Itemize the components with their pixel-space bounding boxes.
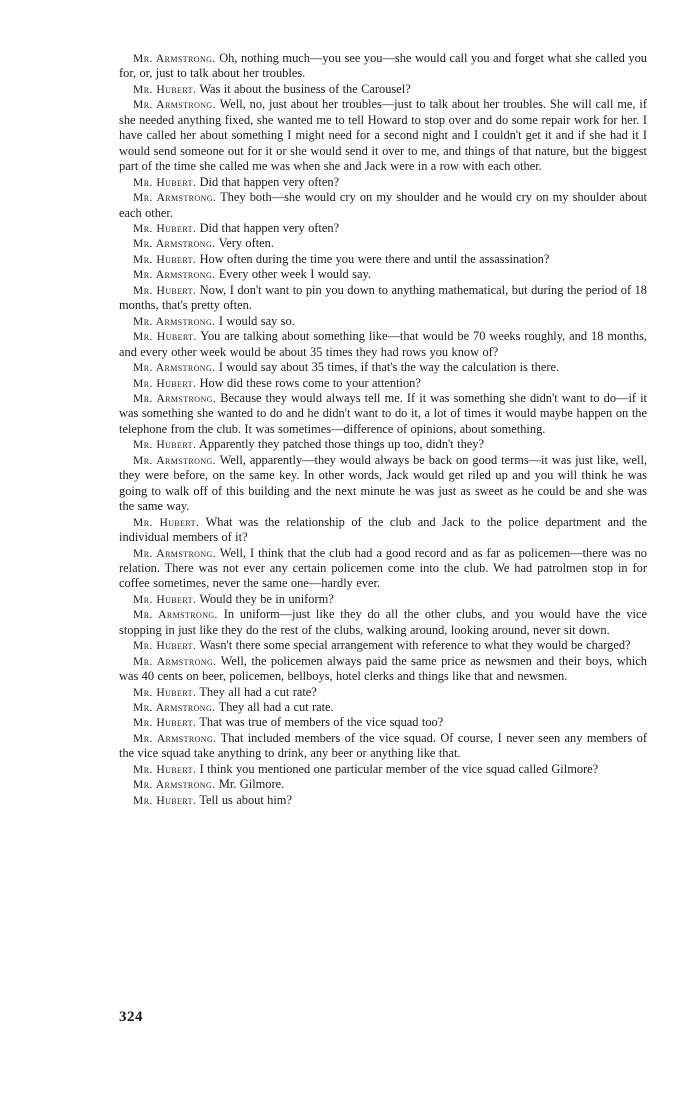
testimony-paragraph (119, 546, 647, 592)
utterance-text: Every other week I would say. (218, 267, 371, 282)
utterance-text: Well, I think that the club had a good record and as far as policemen—there was no relation. There was not ever any certain policemen come into the club. We had patrolmen stop in for coffee sometimes, never the same one—hardly ever. (119, 545, 647, 591)
testimony-paragraph (119, 793, 647, 808)
speaker-name: Mr. Armstrong. (133, 361, 216, 375)
utterance-text: In uniform—just like they do all the other clubs, and you would have the vice stopping in just like they do the rest of the clubs, walking around, looking around, never sit down. (119, 607, 647, 637)
speaker-name: Mr. Hubert. (133, 793, 197, 807)
testimony-paragraph (119, 685, 647, 700)
speaker-name: Mr. Hubert. (133, 762, 197, 776)
speaker-name: Mr. Armstrong. (133, 268, 216, 282)
utterance-text: I think you mentioned one particular member of the vice squad called Gilmore? (199, 761, 599, 776)
utterance-text: Well, the policemen always paid the same price as newsmen and their boys, which was 40 cents on beer, policemen, bellboys, hotel clerks and things like that and newsmen. (119, 653, 647, 684)
utterance-text: Did that happen very often? (199, 174, 340, 189)
testimony-paragraph (119, 700, 647, 715)
speaker-name: Mr. Hubert. (133, 330, 197, 344)
speaker-name: Mr. Armstrong. (133, 391, 217, 405)
speaker-name: Mr. Armstrong. (133, 778, 216, 792)
utterance-text: Very often. (218, 236, 274, 251)
utterance-text: What was the relationship of the club and Jack to the police department and the individual members of it? (119, 514, 647, 545)
utterance-text: That was true of members of the vice squad too? (199, 715, 444, 730)
testimony-paragraph (119, 731, 647, 762)
utterance-text: Tell us about him? (199, 792, 292, 807)
utterance-text: How did these rows come to your attention? (199, 375, 421, 390)
utterance-text: How often during the time you were there and until the assassination? (199, 251, 550, 266)
speaker-name: Mr. Armstrong. (133, 98, 216, 112)
speaker-name: Mr. Armstrong. (133, 314, 216, 328)
speaker-name: Mr. Hubert. (133, 639, 197, 653)
testimony-paragraph (119, 360, 647, 375)
speaker-name: Mr. Hubert. (133, 376, 197, 390)
testimony-paragraph (119, 777, 647, 792)
testimony-paragraph (119, 715, 647, 730)
testimony-paragraph (119, 638, 647, 653)
utterance-text: Apparently they patched those things up too, didn't they? (198, 437, 484, 452)
testimony-paragraph (119, 607, 647, 638)
utterance-text: That included members of the vice squad. Of course, I never seen any members of the vice squad take anything to drink, any beer or anything like that. (119, 730, 647, 761)
speaker-name: Mr. Hubert. (133, 175, 197, 189)
speaker-name: Mr. Hubert. (133, 283, 197, 297)
testimony-paragraph (119, 515, 647, 546)
page-number: 324 (119, 1009, 143, 1025)
speaker-name: Mr. Hubert. (133, 82, 197, 96)
speaker-name: Mr. Armstrong. (133, 546, 217, 560)
testimony-paragraph (119, 391, 647, 437)
speaker-name: Mr. Hubert. (133, 716, 197, 730)
utterance-text: They all had a cut rate. (218, 700, 334, 715)
utterance-text: Oh, nothing much—you see you—she would call you and forget what she called you for, or, just to talk about her troubles. (119, 51, 647, 81)
speaker-name: Mr. Armstrong. (133, 701, 216, 715)
speaker-name: Mr. Armstrong. (133, 52, 216, 65)
utterance-text: You are talking about something like—that would be 70 weeks roughly, and 18 months, and every other week would be about 35 times they had rows you know of? (119, 329, 647, 359)
speaker-name: Mr. Hubert. (133, 515, 200, 529)
speaker-name: Mr. Hubert. (133, 252, 197, 266)
speaker-name: Mr. Armstrong. (133, 654, 217, 668)
testimony-paragraph (119, 175, 647, 190)
testimony-paragraph (119, 252, 647, 267)
utterance-text: Well, no, just about her troubles—just to talk about her troubles. She will call me, if she needed anything fixed, she wanted me to tell Howard to stop over and do some repair work for her. I have called her about something I might need for a second night and I couldn't get it and if she had it I would send someone out for it or she would send it over to me, and things of that nature, but the biggest part of the time she called me was when she and Jack were in a row with each other. (119, 97, 647, 174)
utterance-text: They all had a cut rate? (199, 684, 317, 699)
testimony-paragraph (119, 762, 647, 777)
testimony-paragraph (119, 283, 647, 314)
utterance-text: Was it about the business of the Carousel? (199, 81, 411, 96)
testimony-paragraph (119, 190, 647, 221)
testimony-paragraph (119, 236, 647, 251)
speaker-name: Mr. Armstrong. (133, 608, 218, 622)
testimony-paragraph (119, 654, 647, 685)
testimony-paragraph (119, 592, 647, 607)
testimony-paragraph (119, 267, 647, 282)
testimony-body (119, 51, 647, 808)
utterance-text: Because they would always tell me. If it was something she didn't want to do—if it was something she wanted to do and he didn't want to do it, a lot of times it would maybe happen on the telephone from the club. It was sometimes—difference of opinions, about something. (119, 390, 648, 436)
testimony-paragraph (119, 51, 647, 82)
speaker-name: Mr. Hubert. (133, 685, 197, 699)
testimony-paragraph (119, 221, 647, 236)
utterance-text: They both—she would cry on my shoulder and he would cry on my shoulder about each other. (119, 190, 647, 220)
speaker-name: Mr. Hubert. (133, 438, 197, 452)
utterance-text: Would they be in uniform? (199, 591, 334, 606)
testimony-paragraph (119, 97, 647, 174)
testimony-paragraph (119, 329, 647, 360)
utterance-text: Mr. Gilmore. (218, 777, 285, 792)
speaker-name: Mr. Armstrong. (133, 453, 216, 467)
testimony-paragraph (119, 437, 647, 452)
utterance-text: I would say so. (218, 313, 295, 328)
utterance-text: Did that happen very often? (199, 220, 340, 235)
utterance-text: Wasn't there some special arrangement with reference to what they would be charged? (199, 638, 631, 653)
speaker-name: Mr. Armstrong. (133, 731, 217, 745)
testimony-paragraph (119, 82, 647, 97)
utterance-text: I would say about 35 times, if that's the way the calculation is there. (218, 360, 560, 375)
testimony-paragraph (119, 376, 647, 391)
utterance-text: Now, I don't want to pin you down to anything mathematical, but during the period of 18 months, that's pretty often. (119, 282, 647, 313)
testimony-paragraph (119, 453, 647, 515)
utterance-text: Well, apparently—they would always be back on good terms—it was just like, well, they were before, on the same key. In other words, Jack would get riled up and you will think he was going to walk off of this building and the next minute he was just as sweet as he could be and she was the same way. (119, 452, 647, 514)
testimony-paragraph (119, 314, 647, 329)
speaker-name: Mr. Armstrong. (133, 191, 217, 205)
speaker-name: Mr. Hubert. (133, 221, 197, 235)
speaker-name: Mr. Armstrong. (133, 237, 216, 251)
speaker-name: Mr. Hubert. (133, 592, 197, 606)
